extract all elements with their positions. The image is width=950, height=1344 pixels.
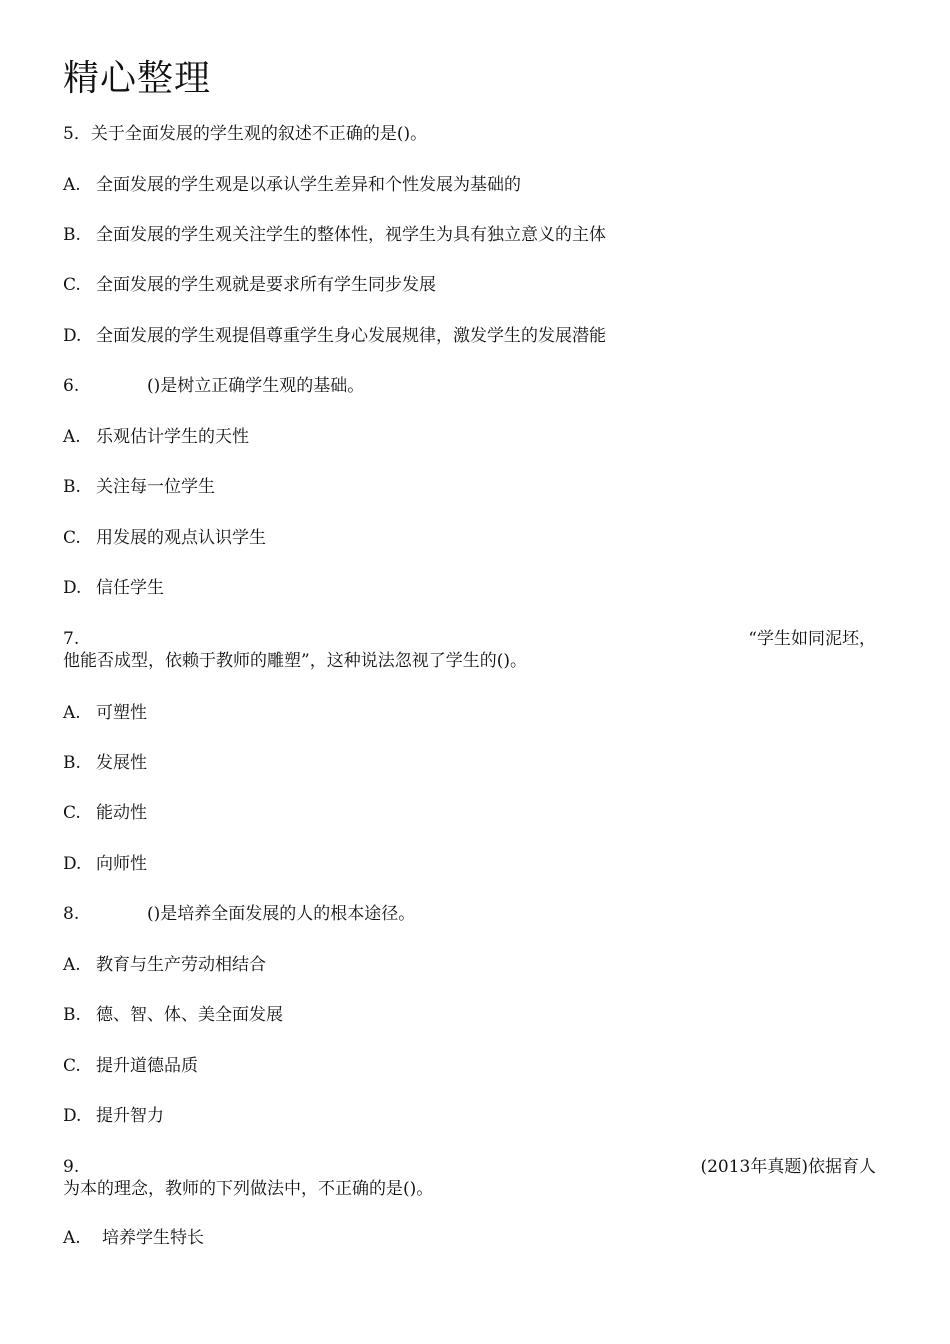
- option-letter: B.: [63, 1005, 81, 1025]
- option-letter: D.: [63, 326, 82, 346]
- option-letter: D.: [63, 1106, 82, 1126]
- question-6-stem: [63, 375, 364, 397]
- question-7-option-a: [63, 702, 147, 724]
- question-8-option-d: [63, 1105, 164, 1127]
- option-text: 提升智力: [96, 1106, 164, 1126]
- option-text: 全面发展的学生观是以承认学生差异和个性发展为基础的: [96, 175, 521, 195]
- option-text: 全面发展的学生观提倡尊重学生身心发展规律，激发学生的发展潜能: [96, 326, 606, 346]
- question-7-option-b: [63, 752, 147, 774]
- question-6-option-c: [63, 527, 266, 549]
- option-text: 发展性: [96, 753, 147, 773]
- option-letter: D.: [63, 578, 82, 598]
- option-text: 关注每一位学生: [96, 477, 215, 497]
- option-text: 向师性: [96, 854, 147, 874]
- option-text: 乐观估计学生的天性: [96, 427, 249, 447]
- question-text-continued: 他能否成型，依赖于教师的雕塑”，这种说法忽视了学生的()。: [63, 651, 527, 671]
- question-5-stem: 5．关于全面发展的学生观的叙述不正确的是()。: [63, 124, 428, 144]
- question-number: 6.: [63, 376, 80, 396]
- option-letter: C.: [63, 803, 81, 823]
- option-text: 信任学生: [96, 578, 164, 598]
- question-5-option-a: [63, 174, 521, 196]
- question-6-option-b: [63, 476, 215, 498]
- question-9-option-a: [63, 1227, 204, 1249]
- option-letter: B.: [63, 753, 81, 773]
- option-letter: A.: [63, 175, 81, 195]
- option-text: 用发展的观点认识学生: [96, 528, 266, 548]
- option-text: 德、智、体、美全面发展: [96, 1005, 283, 1025]
- question-text: ()是培养全面发展的人的根本途径。: [147, 904, 416, 924]
- question-number: 8.: [63, 904, 80, 924]
- option-letter: A.: [63, 427, 81, 447]
- option-letter: C.: [63, 1056, 81, 1076]
- option-letter: C.: [63, 275, 81, 295]
- question-text-start: (2013年真题)依据育人: [700, 1157, 876, 1177]
- option-text: 全面发展的学生观关注学生的整体性，视学生为具有独立意义的主体: [96, 225, 606, 245]
- question-9-stem: [63, 1156, 876, 1200]
- option-text: 培养学生特长: [102, 1228, 204, 1248]
- question-number: 7.: [63, 629, 80, 649]
- option-letter: B.: [63, 477, 81, 497]
- page-title: 精心整理: [63, 58, 212, 99]
- question-number: 9.: [63, 1157, 80, 1177]
- option-letter: A.: [63, 703, 81, 723]
- question-8-option-c: [63, 1055, 198, 1077]
- option-letter: A.: [63, 955, 81, 975]
- option-letter: C.: [63, 528, 81, 548]
- question-text-start: “学生如同泥坯，: [748, 629, 876, 649]
- question-text: ()是树立正确学生观的基础。: [147, 376, 365, 396]
- question-5-option-b: [63, 224, 606, 246]
- option-text: 能动性: [96, 803, 147, 823]
- question-7-option-c: [63, 802, 147, 824]
- question-6-option-a: [63, 426, 249, 448]
- question-5-option-c: [63, 274, 436, 296]
- question-7-stem: [63, 628, 876, 672]
- option-letter: D.: [63, 854, 82, 874]
- option-letter: B.: [63, 225, 81, 245]
- question-text-continued: 为本的理念，教师的下列做法中，不正确的是()。: [63, 1179, 434, 1199]
- question-8-stem: [63, 903, 415, 925]
- option-text: 教育与生产劳动相结合: [96, 955, 266, 975]
- option-text: 全面发展的学生观就是要求所有学生同步发展: [96, 275, 436, 295]
- option-text: 提升道德品质: [96, 1056, 198, 1076]
- question-6-option-d: [63, 577, 164, 599]
- option-text: 可塑性: [96, 703, 147, 723]
- question-8-option-a: [63, 954, 266, 976]
- question-5-option-d: [63, 325, 606, 347]
- question-7-option-d: [63, 853, 147, 875]
- option-letter: A.: [63, 1228, 81, 1248]
- question-8-option-b: [63, 1004, 283, 1026]
